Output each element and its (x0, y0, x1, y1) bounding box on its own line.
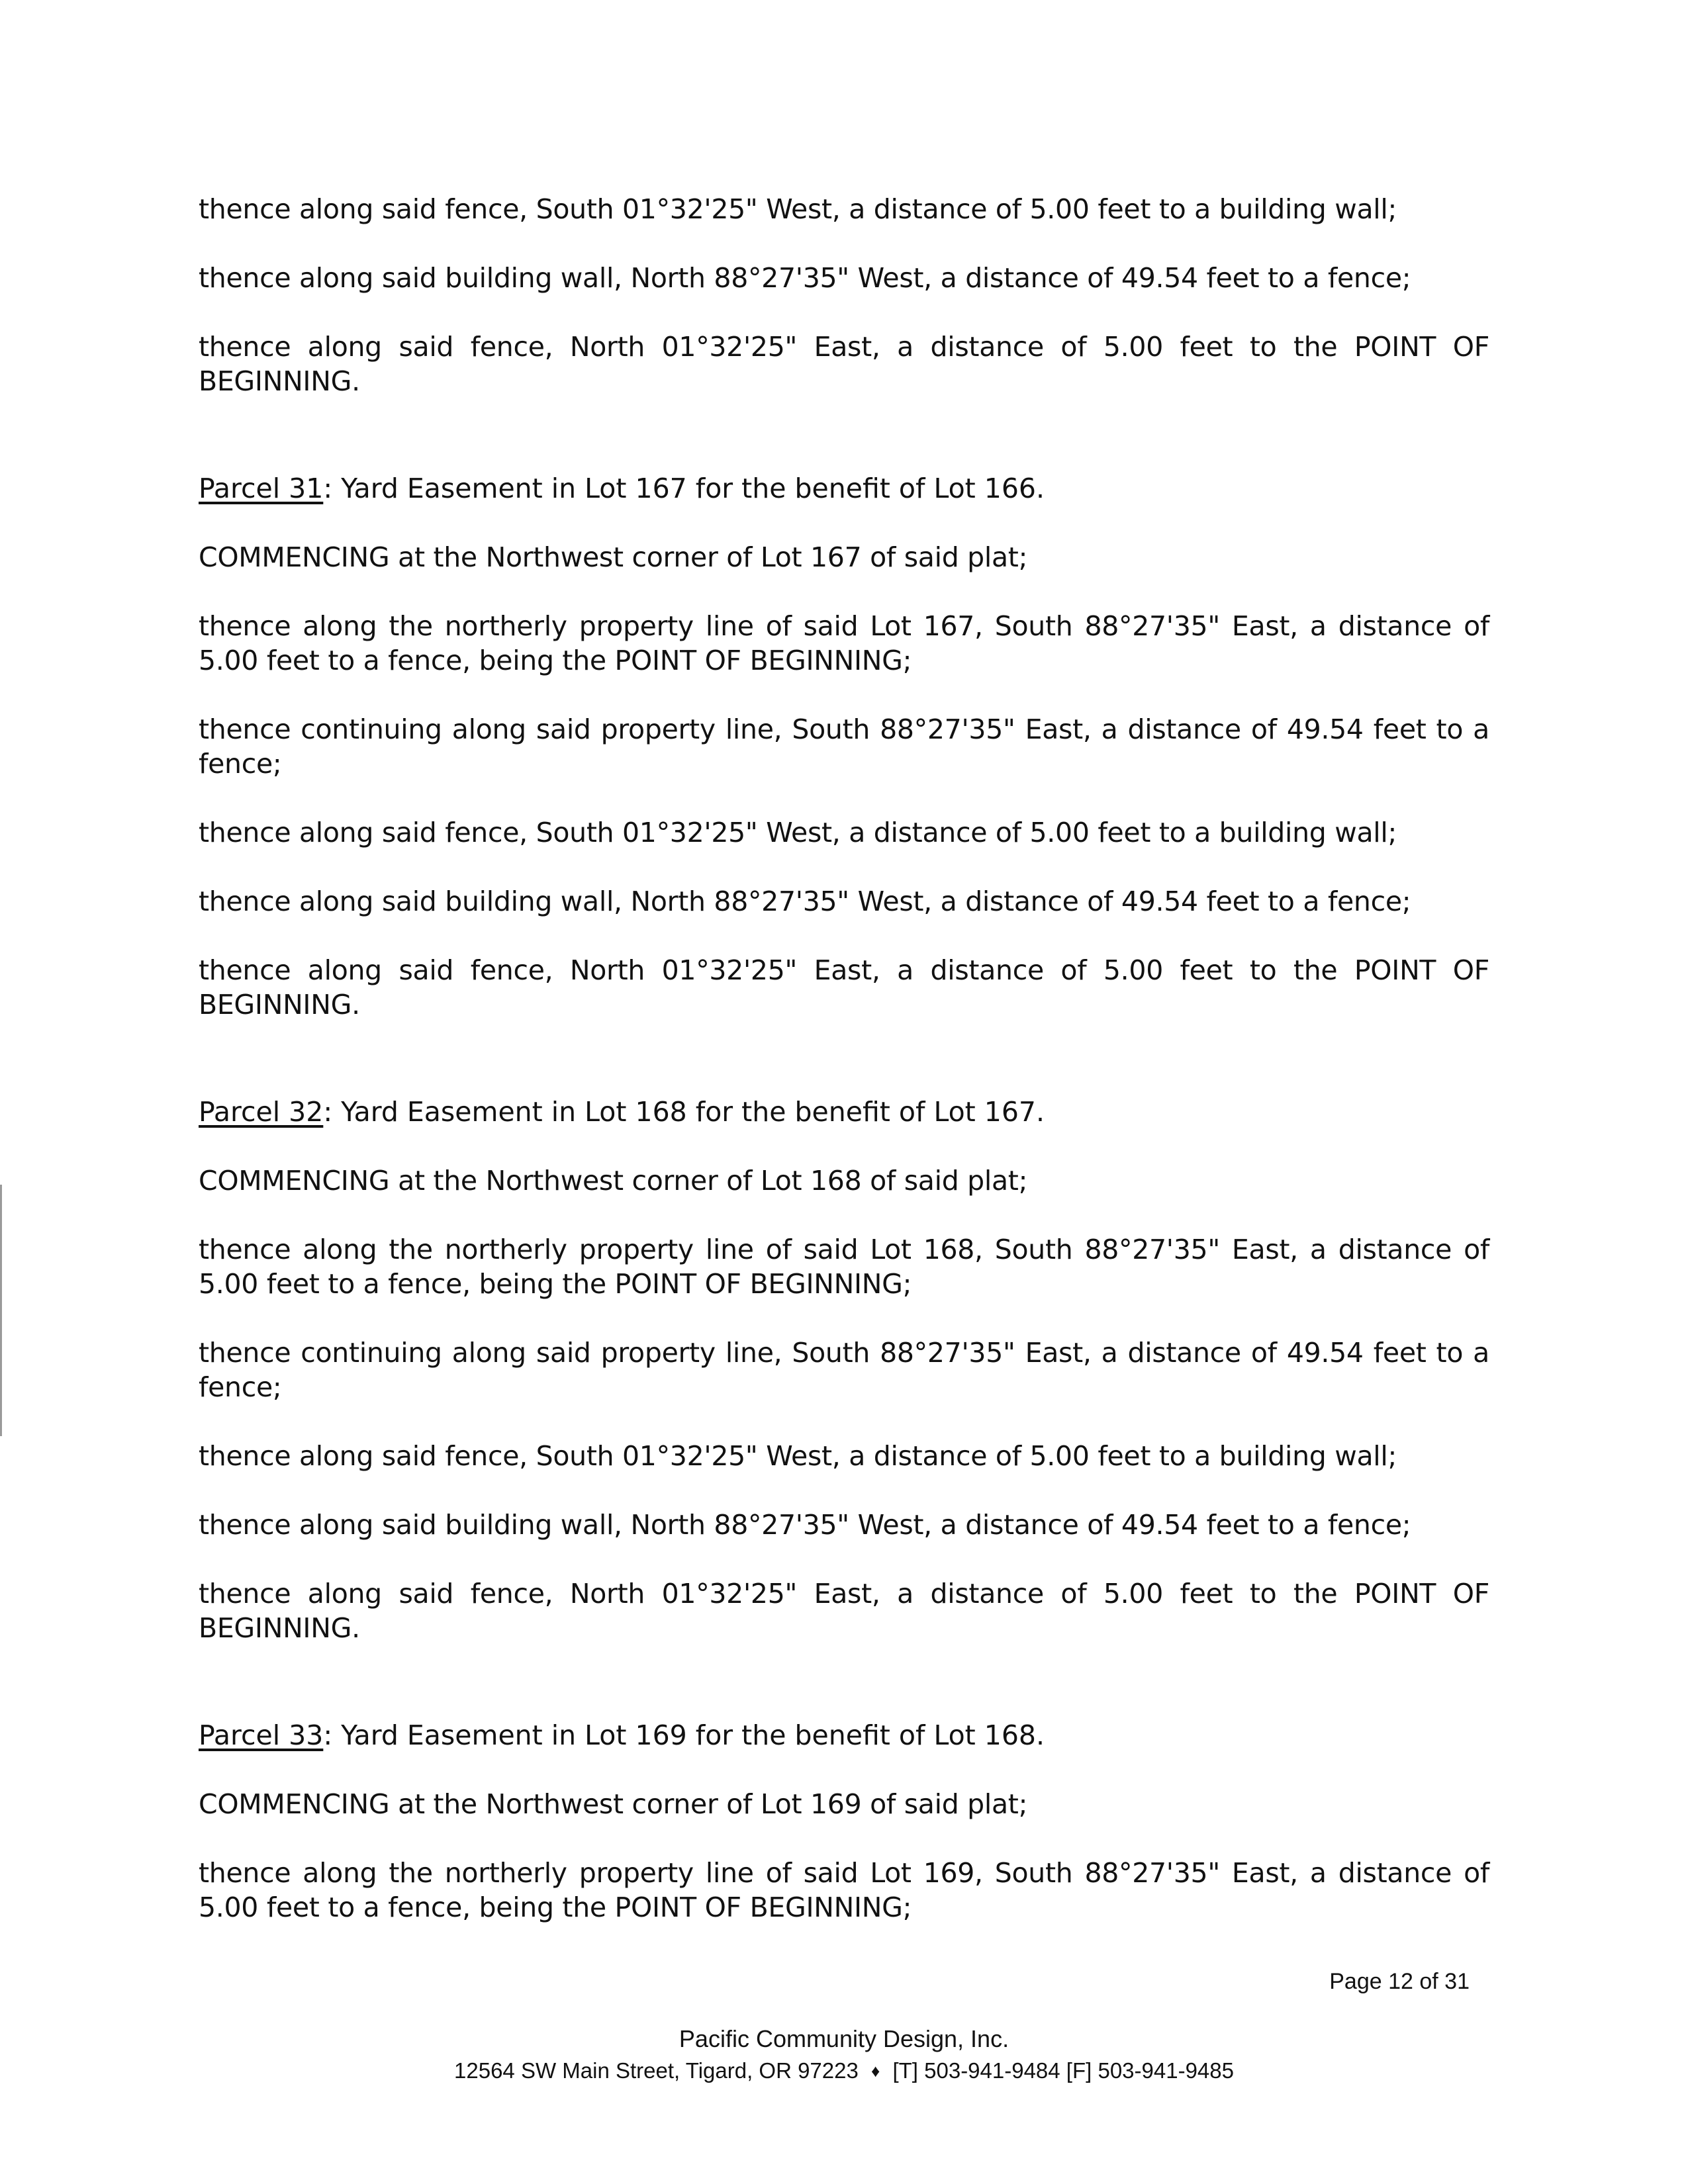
parcel-label: Parcel 33 (199, 1719, 324, 1751)
parcel-heading (199, 1718, 1489, 1752)
parcel-paragraph: COMMENCING at the Northwest corner of Lot 169 of said plat; (199, 1788, 1028, 1820)
parcel-paragraph: thence along said building wall, North 88°27'35" West, a distance of 49.54 feet to a fence; (199, 886, 1411, 917)
parcel-section-33 (199, 1718, 1489, 1925)
parcel-paragraph: thence along the northerly property line of said Lot 168, South 88°27'35" East, a distance of 5.00 feet to a fence, being the POINT OF BEGINNING; (199, 1234, 1489, 1300)
parcel-paragraph: thence continuing along said property line, South 88°27'35" East, a distance of 49.54 feet to a fence; (199, 1337, 1489, 1403)
parcel-paragraph: thence along said fence, North 01°32'25" East, a distance of 5.00 feet to the POINT OF BEGINNING. (199, 954, 1489, 1021)
footer-address (0, 2058, 1688, 2083)
footer-phone-fax: [T] 503-941-9484 [F] 503-941-9485 (892, 2058, 1234, 2083)
parcel-paragraph: thence along said fence, North 01°32'25" East, a distance of 5.00 feet to the POINT OF BEGINNING. (199, 1578, 1489, 1644)
scan-edge-mark (0, 1185, 2, 1436)
parcel-paragraph: COMMENCING at the Northwest corner of Lot 168 of said plat; (199, 1165, 1028, 1197)
parcel-paragraph: thence along the northerly property line of said Lot 169, South 88°27'35" East, a distance of 5.00 feet to a fence, being the POINT OF BEGINNING; (199, 1857, 1489, 1923)
parcel-paragraph: thence along said fence, South 01°32'25" West, a distance of 5.00 feet to a building wall; (199, 1440, 1397, 1472)
intro-paragraph: thence along said fence, North 01°32'25" East, a distance of 5.00 feet to the POINT OF BEGINNING. (199, 331, 1489, 397)
parcel-paragraph: thence continuing along said property line, South 88°27'35" East, a distance of 49.54 feet to a fence; (199, 713, 1489, 780)
parcel-paragraph: thence along said fence, South 01°32'25" West, a distance of 5.00 feet to a building wall; (199, 817, 1397, 848)
parcel-label: Parcel 32 (199, 1096, 324, 1128)
parcel-paragraph: thence along the northerly property line of said Lot 167, South 88°27'35" East, a distance of 5.00 feet to a fence, being the POINT OF BEGINNING; (199, 610, 1489, 676)
diamond-separator-icon: ♦ (871, 2061, 880, 2081)
parcel-title: : Yard Easement in Lot 168 for the benefit of Lot 167. (323, 1096, 1045, 1128)
document-body (199, 192, 1489, 1959)
parcel-title: : Yard Easement in Lot 167 for the benefit of Lot 166. (323, 473, 1045, 504)
parcel-section-32 (199, 1095, 1489, 1645)
parcel-section-31 (199, 471, 1489, 1022)
parcel-title: : Yard Easement in Lot 169 for the benefit of Lot 168. (323, 1719, 1045, 1751)
parcel-paragraph: thence along said building wall, North 88°27'35" West, a distance of 49.54 feet to a fence; (199, 1509, 1411, 1541)
parcel-heading (199, 1095, 1489, 1129)
page-number: Page 12 of 31 (1329, 1969, 1470, 1994)
footer-street-address: 12564 SW Main Street, Tigard, OR 97223 (454, 2058, 859, 2083)
intro-paragraph: thence along said building wall, North 88°27'35" West, a distance of 49.54 feet to a fence; (199, 262, 1411, 294)
parcel-heading (199, 471, 1489, 506)
parcel-paragraph: COMMENCING at the Northwest corner of Lot 167 of said plat; (199, 541, 1028, 573)
parcel-label: Parcel 31 (199, 473, 324, 504)
intro-paragraph: thence along said fence, South 01°32'25" West, a distance of 5.00 feet to a building wall; (199, 193, 1397, 225)
footer-company: Pacific Community Design, Inc. (679, 2025, 1009, 2052)
